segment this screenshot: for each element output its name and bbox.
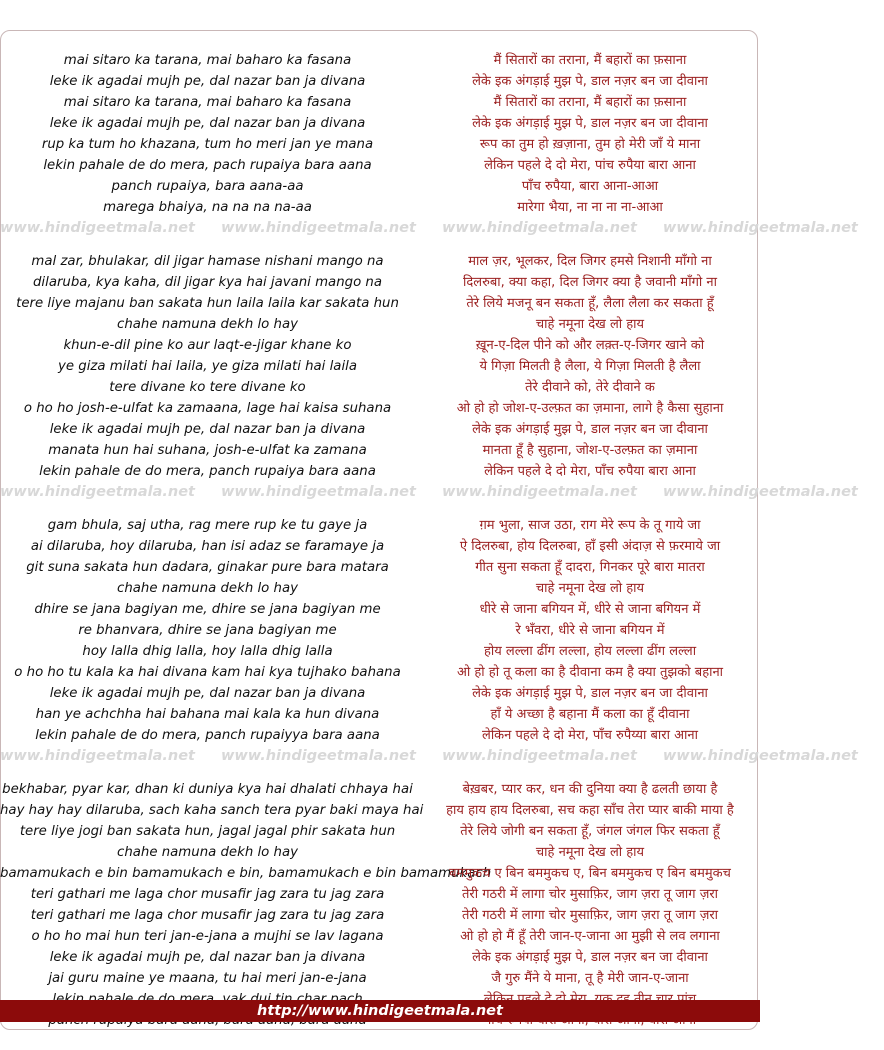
lyric-line [0,821,760,842]
site-url-footer[interactable]: http://www.hindigeetmala.net [0,1000,760,1022]
lyric-roman: mai sitaro ka tarana, mai baharo ka fasana [63,53,352,68]
lyric-roman: o ho ho mai hun teri jan-e-jana a mujhi se lav lagana [31,929,384,944]
lyric-line [0,356,760,377]
watermark-text: www.hindigeetmala.net [220,484,416,500]
lyric-line [0,515,760,536]
lyric-line [0,71,760,92]
lyric-roman: re bhanvara, dhire se jana bagiyan me [78,623,337,638]
lyric-line [0,725,760,746]
lyric-line [0,779,760,800]
lyric-roman: mal zar, bhulakar, dil jigar hamase nishani mango na [31,254,384,269]
lyric-roman: leke ik agadai mujh pe, dal nazar ban ja divana [49,686,366,701]
lyric-line [0,863,760,884]
lyric-roman: teri gathari me laga chor musafir jag zara tu jag zara [30,887,385,902]
watermark-text: www.hindigeetmala.net [220,748,416,764]
lyric-devanagari: चाहे नमूना देख लो हाय [535,317,645,332]
lyric-roman: o ho ho josh-e-ulfat ka zamaana, lage hai kaisa suhana [23,401,392,416]
lyric-roman: ai dilaruba, hoy dilaruba, han isi adaz se faramaye ja [30,539,385,554]
lyric-roman: git suna sakata hun dadara, ginakar pure bara matara [26,560,389,575]
lyric-line [0,800,760,821]
lyric-line [0,578,760,599]
lyric-line [0,704,760,725]
lyric-devanagari: हाय हाय हाय दिलरुबा, सच कहा साँच तेरा प्यार बाकी माया है [446,803,734,818]
lyric-line [0,134,760,155]
lyric-roman: chahe namuna dekh lo hay [117,317,298,332]
lyric-devanagari: तेरी गठरी में लागा चोर मुसाफ़िर, जाग ज़रा तू जाग ज़रा [461,908,719,923]
lyric-devanagari: तेरी गठरी में लागा चोर मुसाफ़िर, जाग ज़रा तू जाग ज़रा [461,887,719,902]
lyric-roman: ye giza milati hai laila, ye giza milati hai laila [58,359,357,374]
watermark-text: www.hindigeetmala.net [220,220,416,236]
lyric-roman: rup ka tum ho khazana, tum ho meri jan ye mana [41,137,374,152]
lyric-line [0,50,760,71]
lyric-devanagari: ओ हो हो मैं हूँ तेरी जान-ए-जाना आ मुझी से लव लगाना [460,929,720,944]
lyric-line [0,314,760,335]
lyric-roman: tere divane ko tere divane ko [109,380,306,395]
lyric-devanagari: ये गिज़ा मिलती है लैला, ये गिज़ा मिलती है लैला [479,359,701,374]
lyric-roman: khun-e-dil pine ko aur laqt-e-jigar khane ko [63,338,352,353]
lyric-roman: jai guru maine ye maana, tu hai meri jan-e-jana [48,971,367,986]
watermark-text: www.hindigeetmala.net [441,220,637,236]
lyric-roman: leke ik agadai mujh pe, dal nazar ban ja divana [49,422,366,437]
lyric-roman: lekin pahale de do mera, pach rupaiya bara aana [43,158,372,173]
lyric-devanagari: बममुकच ए बिन बममुकच ए, बिन बममुकच ए बिन बममुकच [449,866,731,881]
lyric-line [0,113,760,134]
lyric-roman: lekin pahale de do mera, panch rupaiyya bara aana [35,728,380,743]
lyric-roman: marega bhaiya, na na na na-aa [103,200,312,215]
lyric-roman: hoy lalla dhig lalla, hoy lalla dhig lalla [82,644,333,659]
lyric-roman: dhire se jana bagiyan me, dhire se jana bagiyan me [34,602,381,617]
lyric-devanagari: ख़ून-ए-दिल पीने को और लक़्त-ए-जिगर खाने को [475,338,705,353]
lyric-line [0,377,760,398]
lyric-devanagari: माल ज़र, भूलकर, दिल जिगर हमसे निशानी माँगो ना [468,254,712,269]
lyric-devanagari: लेके इक अंगड़ाई मुझ पे, डाल नज़र बन जा दीवाना [472,422,708,437]
lyric-roman: leke ik agadai mujh pe, dal nazar ban ja divana [49,74,366,89]
lyric-line [0,968,760,989]
lyric-roman: lekin pahale de do mera, panch rupaiya bara aana [39,464,376,479]
lyric-line [0,662,760,683]
lyric-roman: panch rupaiya, bara aana-aa [111,179,304,194]
lyric-line [0,197,760,218]
lyric-line [0,440,760,461]
lyric-devanagari: चाहे नमूना देख लो हाय [535,581,645,596]
lyric-devanagari: मानता हूँ है सुहाना, जोश-ए-उल्फ़त का ज़माना [482,443,698,458]
lyric-line [0,926,760,947]
lyric-line [0,272,760,293]
lyric-line [0,842,760,863]
lyric-roman: tere liye jogi ban sakata hun, jagal jagal phir sakata hun [19,824,396,839]
lyric-devanagari: जै गुरु मैंने ये माना, तू है मेरी जान-ए-जाना [491,971,689,986]
lyric-line [0,683,760,704]
lyric-roman: hay hay hay dilaruba, sach kaha sanch tera pyar baki maya hai [0,803,424,818]
lyric-roman: bamamukach e bin bamamukach e bin, bamamukach e bin bamamukach [0,866,492,881]
lyric-devanagari: लेकिन पहले दे दो मेरा, पाँच रुपैय्या बारा आना [482,728,698,743]
lyric-roman: leke ik agadai mujh pe, dal nazar ban ja divana [49,116,366,131]
lyric-devanagari: धीरे से जाना बगियन में, धीरे से जाना बगियन में [479,602,701,617]
watermark-text: www.hindigeetmala.net [441,748,637,764]
lyric-line [0,905,760,926]
watermark-text: www.hindigeetmala.net [662,220,858,236]
lyric-devanagari: ओ हो हो तू कला का है दीवाना कम है क्या तुझको बहाना [456,665,724,680]
lyric-roman: teri gathari me laga chor musafir jag zara tu jag zara [30,908,385,923]
lyric-line [0,293,760,314]
lyric-line [0,176,760,197]
lyric-devanagari: मैं सितारों का तराना, मैं बहारों का फ़साना [493,95,687,110]
lyric-devanagari: मैं सितारों का तराना, मैं बहारों का फ़साना [493,53,687,68]
watermark-text: www.hindigeetmala.net [441,484,637,500]
lyric-roman: chahe namuna dekh lo hay [117,845,298,860]
lyric-devanagari: मारेगा भैया, ना ना ना ना-आआ [517,200,663,215]
lyric-devanagari: ग़म भुला, साज उठा, राग मेरे रूप के तू गाये जा [479,518,701,533]
lyric-line [0,92,760,113]
lyric-line [0,398,760,419]
lyric-devanagari: लेके इक अंगड़ाई मुझ पे, डाल नज़र बन जा दीवाना [472,116,708,131]
lyric-roman: manata hun hai suhana, josh-e-ulfat ka zamana [48,443,367,458]
lyric-devanagari: हाँ ये अच्छा है बहाना मैं कला का हूँ दीवाना [490,707,690,722]
lyric-devanagari: होय लल्ला ढींग लल्ला, होय लल्ला ढींग लल्ला [483,644,697,659]
lyric-line [0,641,760,662]
lyric-line [0,536,760,557]
lyric-roman: bekhabar, pyar kar, dhan ki duniya kya hai dhalati chhaya hai [2,782,413,797]
lyric-line [0,461,760,482]
watermark-text: www.hindigeetmala.net [0,220,195,236]
lyric-devanagari: बेख़बर, प्यार कर, धन की दुनिया क्या है ढलती छाया है [462,782,718,797]
lyric-devanagari: गीत सुना सकता हूँ दादरा, गिनकर पूरे बारा मातरा [475,560,705,575]
lyric-devanagari: तेरे लिये मजनू बन सकता हूँ, लैला लैला कर सकता हूँ [466,296,714,311]
lyric-devanagari: लेके इक अंगड़ाई मुझ पे, डाल नज़र बन जा दीवाना [472,74,708,89]
watermark-row [0,746,858,767]
lyric-devanagari: ऐ दिलरुबा, होय दिलरुबा, हाँ इसी अंदाज़ से फ़रमाये जा [459,539,721,554]
watermark-row [0,482,858,503]
lyric-devanagari: रूप का तुम हो ख़ज़ाना, तुम हो मेरी जाँ ये माना [479,137,701,152]
lyric-roman: mai sitaro ka tarana, mai baharo ka fasana [63,95,352,110]
lyric-devanagari: लेके इक अंगड़ाई मुझ पे, डाल नज़र बन जा दीवाना [472,686,708,701]
lyric-devanagari: लेके इक अंगड़ाई मुझ पे, डाल नज़र बन जा दीवाना [472,950,708,965]
watermark-text: www.hindigeetmala.net [662,748,858,764]
lyric-devanagari: रे भँवरा, धीरे से जाना बगियन में [515,623,665,638]
watermark-text: www.hindigeetmala.net [662,484,858,500]
lyric-devanagari: चाहे नमूना देख लो हाय [535,845,645,860]
lyric-devanagari: ओ हो हो जोश-ए-उल्फ़त का ज़माना, लागे है कैसा सुहाना [456,401,724,416]
lyric-roman: han ye achchha hai bahana mai kala ka hun divana [35,707,380,722]
lyric-line [0,620,760,641]
lyric-devanagari: लेकिन पहले दे दो मेरा, पाँच रुपैया बारा आना [484,464,696,479]
lyric-line [0,557,760,578]
lyric-line [0,419,760,440]
watermark-text: www.hindigeetmala.net [0,748,195,764]
lyric-line [0,251,760,272]
lyric-devanagari: तेरे लिये जोगी बन सकता हूँ, जंगल जंगल फिर सकता हूँ [460,824,720,839]
lyric-line [0,599,760,620]
lyric-line [0,155,760,176]
lyric-roman: leke ik agadai mujh pe, dal nazar ban ja divana [49,950,366,965]
lyric-line [0,335,760,356]
lyric-devanagari: तेरे दीवाने को, तेरे दीवाने क [525,380,655,395]
lyric-devanagari: लेकिन पहले दे दो मेरा, पांच रुपैया बारा आना [484,158,696,173]
lyric-roman: o ho ho tu kala ka hai divana kam hai kya tujhako bahana [14,665,401,680]
lyric-roman: gam bhula, saj utha, rag mere rup ke tu gaye ja [47,518,368,533]
watermark-row [0,218,858,239]
lyric-line [0,884,760,905]
watermark-text: www.hindigeetmala.net [0,484,195,500]
lyric-devanagari: पाँच रुपैया, बारा आना-आआ [521,179,659,194]
lyrics-body [0,50,858,1031]
lyric-roman: chahe namuna dekh lo hay [117,581,298,596]
lyric-line [0,947,760,968]
lyric-roman: dilaruba, kya kaha, dil jigar kya hai javani mango na [32,275,383,290]
lyric-roman: tere liye majanu ban sakata hun laila laila kar sakata hun [16,296,399,311]
lyric-devanagari: दिलरुबा, क्या कहा, दिल जिगर क्या है जवानी माँगो ना [463,275,717,290]
